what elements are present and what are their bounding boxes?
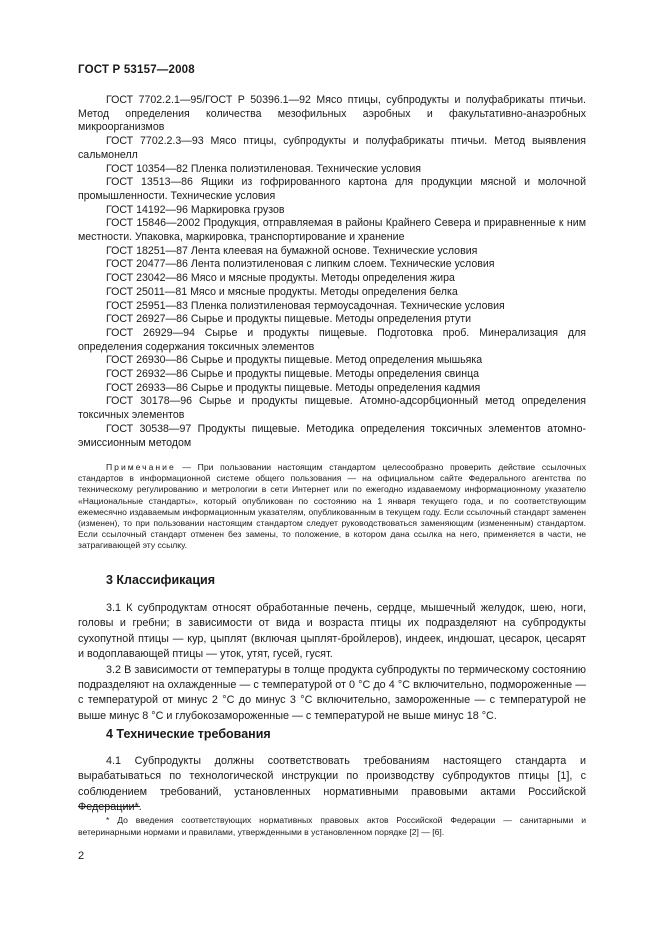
- section-3-body: [78, 601, 586, 724]
- reference-item: ГОСТ 7702.2.1—95/ГОСТ Р 50396.1—92 Мясо птицы, субпродукты и полуфабрикаты птичьи. Метод определения количества мезофильных аэробных и факультативно-анаэробных микроорганизмов: [78, 94, 586, 134]
- note-paragraph: [78, 462, 586, 552]
- reference-item: ГОСТ 26927—86 Сырье и продукты пищевые. Методы определения ртути: [106, 313, 472, 326]
- reference-item: ГОСТ 26929—94 Сырье и продукты пищевые. Подготовка проб. Минерализация для определения содержания токсичных элементов: [78, 326, 586, 353]
- paragraph-3-2: 3.2 В зависимости от температуры в толще продукта субпродукты по термическому состоянию подразделяют на охлажденные — с температурой от 0 °С до 4 °С включительно, подмороженные — с температурой от минус 2 °С до минус 3 °С включительно, замороженные — с температурой не выше минус 8 °С и глубокозамороженные — с температурой не выше минус 18 °С.: [78, 663, 586, 722]
- reference-item: ГОСТ 15846—2002 Продукция, отправляемая в районы Крайнего Севера и приравненные к ним местности. Упаковка, маркировка, транспортирование и хранение: [78, 217, 586, 244]
- reference-item: ГОСТ 13513—86 Ящики из гофрированного картона для продукции мясной и молочной промышленности. Технические условия: [78, 176, 586, 202]
- section-4-body: [78, 754, 586, 816]
- reference-item: ГОСТ 23042—86 Мясо и мясные продукты. Методы определения жира: [106, 272, 455, 285]
- reference-item: ГОСТ 10354—82 Пленка полиэтиленовая. Технические условия: [106, 162, 422, 175]
- page-header: ГОСТ Р 53157—2008: [78, 64, 195, 76]
- reference-item: ГОСТ 20477—86 Лента полиэтиленовая с липким слоем. Технические условия: [106, 258, 495, 271]
- page-number: 2: [78, 850, 85, 862]
- footnote: * До введения соответствующих нормативных правовых актов Российской Федерации — санитарными и ветеринарными нормами и правилами, утвержденными в установленном порядке [2] — [6].: [78, 815, 586, 837]
- reference-item: ГОСТ 25011—81 Мясо и мясные продукты. Методы определения белка: [106, 285, 458, 298]
- reference-item: ГОСТ 26932—86 Сырье и продукты пищевые. Методы определения свинца: [106, 368, 480, 381]
- paragraph-3-1: 3.1 К субпродуктам относят обработанные печень, сердце, мышечный желудок, шею, ноги, головы и гребни; в зависимости от вида и возраста птицы их подразделяют на субпродукты сухопутной птицы — кур, цыплят (включая цыплят-бройлеров), индеек, индюшат, цесарок, цесарят и водоплавающей птицы — уток, утят, гусей, гусят.: [78, 602, 586, 661]
- section-4-title: 4 Технические требования: [106, 727, 271, 741]
- reference-item: ГОСТ 7702.2.3—93 Мясо птицы, субпродукты и полуфабрикаты птичьи. Метод выявления сальмонелл: [78, 135, 586, 161]
- reference-item: ГОСТ 26930—86 Сырье и продукты пищевые. Метод определения мышьяка: [106, 354, 483, 367]
- footnote-divider: [78, 806, 140, 807]
- note-text: — При пользовании настоящим стандартом целесообразно проверить действие ссылочных стандартов в информационной системе общего пользования — на официальном сайте Федерального агентства по техническому регулированию и метрологии в сети Интернет или по ежегодно издаваемому информационному указателю «Национальные стандарты», который опубликован по состоянию на 1 января текущего года, и по соответствующим ежемесячно издаваемым информационным указателям, опубликованным в текущем году. Если ссылочный стандарт заменен (изменен), то при пользовании настоящим стандартом следует руководствоваться заменяющим (измененным) стандартом. Если ссылочный стандарт отменен без замены, то положение, в котором дана ссылка на него, применяется в части, не затрагивающей эту ссылку.: [78, 462, 586, 551]
- reference-item: ГОСТ 30178—96 Сырье и продукты пищевые. Атомно-адсорбционный метод определения токсичных элементов: [78, 395, 586, 422]
- section-3-title: 3 Классификация: [106, 573, 216, 587]
- normative-references-list: [78, 94, 586, 450]
- reference-item: ГОСТ 26933—86 Сырье и продукты пищевые. Методы определения кадмия: [106, 381, 481, 394]
- paragraph-4-1: 4.1 Субпродукты должны соответствовать требованиям настоящего стандарта и вырабатываться по технологической инструкции по производству субпродуктов птицы [1], с соблюдением требований, установленных нормативными правовыми актами Российской Федерации*.: [78, 755, 586, 814]
- reference-item: ГОСТ 18251—87 Лента клеевая на бумажной основе. Технические условия: [106, 244, 478, 257]
- note-label: Примечание: [106, 462, 176, 472]
- reference-item: ГОСТ 30538—97 Продукты пищевые. Методика определения токсичных элементов атомно-эмиссионным методом: [78, 422, 586, 449]
- reference-item: ГОСТ 14192—96 Маркировка грузов: [106, 203, 285, 216]
- reference-item: ГОСТ 25951—83 Пленка полиэтиленовая термоусадочная. Технические условия: [106, 299, 505, 312]
